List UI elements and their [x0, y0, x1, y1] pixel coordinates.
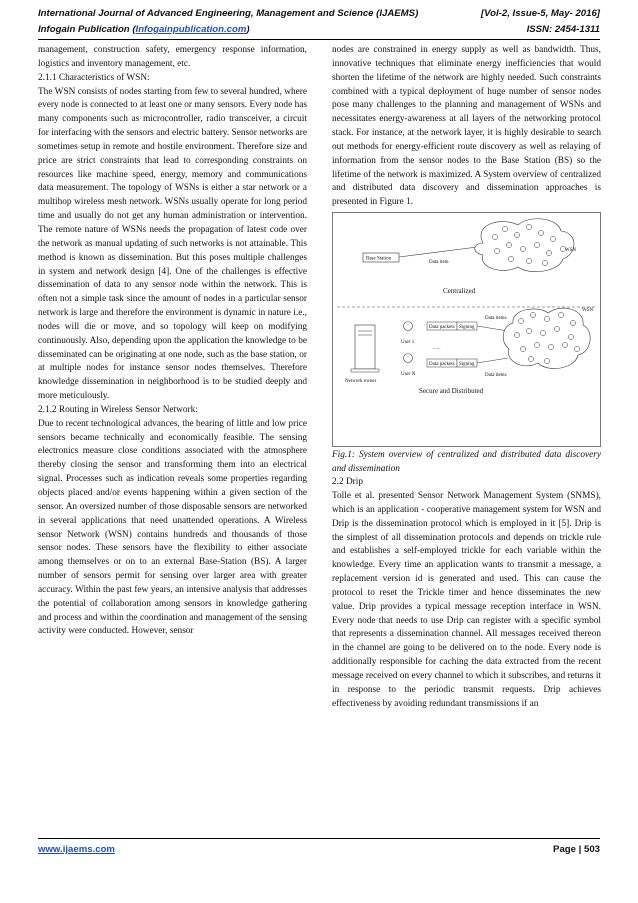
ellipsis-label: ...... [433, 346, 441, 352]
sensor-node [502, 227, 507, 232]
sensor-node [494, 249, 499, 254]
footer-rule [38, 838, 600, 839]
body-paragraph: Due to recent technological advances, the bearing of little and low price sensors became technically and economically feasible. The sensing electronics measure close conditions associated with the atmosphere thereby closing the sensor and transforming them into an electrical signal. Processes such as indication reveals some properties regarding objects placed and/or events happening within a given section of the sensor. An oversized number of those disposable sensors are networked in several applications that need unattended operations. A Wireless sensor Network (WSN) contains hundreds and thousands of those sensor nodes. These sensors have the flexibility to either associate among themselves or on to an external Base-Station (BS). A larger number of sensors permit for sensing over larger area with greater accuracy. Within the past few years, an intensive analysis that addresses the potential of collaboration among sensors in knowledge gathering and process and within the coordination and management of the sensing activity were conducted. However, sensor [38, 418, 307, 637]
publisher: Infogain Publication (Infogainpublication.com) [38, 24, 250, 35]
sensor-node [520, 347, 525, 352]
sensor-node [520, 247, 525, 252]
sensor-node [514, 233, 519, 238]
signing-label-2: Signing [459, 362, 475, 368]
section-heading: 2.2 Drip [332, 477, 363, 488]
sensor-node [506, 243, 511, 248]
centralized-label: Centralized [443, 287, 476, 296]
sensor-node [570, 321, 575, 326]
section-heading: 2.1.1 Characteristics of WSN: [38, 72, 150, 83]
sensor-node [544, 317, 549, 322]
wsn-label-bottom: WSN [582, 308, 594, 314]
sensor-node [568, 335, 573, 340]
sensor-node [542, 261, 547, 266]
sensor-node [528, 357, 533, 362]
user-1-icon [404, 322, 413, 331]
sensor-node [534, 343, 539, 348]
page-number: Page | 503 [553, 844, 600, 855]
wsn-label-top: WSN [565, 248, 577, 254]
figure-diagram [333, 213, 600, 444]
data-items-label-1: Data items [485, 316, 507, 322]
sensor-node [562, 343, 567, 348]
sensor-node [546, 251, 551, 256]
data-packets-label-2: Data packets [429, 362, 455, 368]
user-n-icon [404, 354, 413, 363]
network-owner-label: Network owner [345, 379, 377, 385]
volume-info: [Vol-2, Issue-5, May- 2016] [480, 8, 600, 19]
right-column-paragraph: nodes are constrained in energy supply as well as bandwidth. Thus, innovative techniques that eliminate energy inefficiencies that would shorten the lifetime of the network are highly needed. Such constraints combined with a typical deployment of huge number of sensor nodes pose many challenges to the planning and management of WSNs and necessitates energy-awareness at all layers of the networking protocol stack. For instance, at the network layer, it is highly desirable to search out methods for energy-efficient route discovery as well as relaying of information from the sensor nodes to the Base Station (BS) so the lifetime of the network is maximized. A System overview of centralized and distributed data discovery and dissemination approaches is presented in Figure 1. [332, 45, 601, 208]
sensor-node [548, 345, 553, 350]
sensor-node [558, 313, 563, 318]
server-icon [355, 325, 375, 369]
sensor-node [540, 331, 545, 336]
sensor-node [492, 235, 497, 240]
data-packets-label-1: Data packets [429, 325, 455, 331]
data-items-label-2: Data items [485, 373, 507, 379]
sensor-node [550, 237, 555, 242]
right-column [332, 44, 601, 711]
sensor-node [574, 347, 579, 352]
right-column-body [332, 476, 601, 711]
signing-label-1: Signing [459, 325, 475, 331]
user-n-label: User N [401, 372, 416, 378]
publisher-link[interactable]: Infogainpublication.com [135, 24, 247, 35]
figure-caption: Fig.1: System overview of centralized and distributed data discovery and dissemination [332, 450, 601, 474]
sensor-node [526, 225, 531, 230]
sensor-node [554, 327, 559, 332]
sensor-node [526, 329, 531, 334]
figure-1 [332, 212, 601, 447]
sensor-node [530, 313, 535, 318]
base-station-label: Base Station [366, 256, 392, 262]
header-rule [38, 39, 600, 40]
sensor-node [526, 259, 531, 264]
sensor-node [538, 231, 543, 236]
body-paragraph: The WSN consists of nodes starting from few to several hundred, where every node is connected to at least one or many sensors. Every node has many components such as microcontroller, radio transceiver, a circuit for interfacing with the sensors and electric battery. Sensor networks are sometimes setup in remote and hostile environment. Therefore size and price are strict constraints that lead to corresponding constraints on resources like machine speed, energy, memory and communications data measurement. The topology of WSNs is either a star network or a multihop wireless mesh network. WSNs usually operate for long period time and usually do not get any human administration or intervention. The remote nature of WSNs needs the propagation of latest code over the network as manual updating of such networks is not attainable. This method is known as dissemination. But this poses multiple challenges in system and network design [4]. One of the challenges is effective dissemination of data to any sensor node within the network. This is often not a simple task since the amount of nodes in a particular sensor network is large and therefore the environment is dynamic in nature i.e., nodes will die or move, and so topology will keep on modifying continuously. Also, depending upon the application the knowledge to be disseminated can be originating at one node, such as the base station, or at multiple nodes for instance sensor nodes themselves. Therefore knowledge dissemination in neighborhood is to be studied deeply and more meticulously. [38, 86, 307, 402]
body-paragraph: management, construction safety, emergency response information, logistics and inventory management, etc. [38, 45, 307, 69]
left-column [38, 44, 307, 639]
secure-distributed-label: Secure and Distributed [419, 387, 484, 396]
publisher-line [38, 24, 600, 35]
section-heading: 2.1.2 Routing in Wireless Sensor Network: [38, 404, 198, 415]
running-header [38, 8, 600, 19]
data-item-label: Data item [429, 260, 449, 266]
sensor-node [518, 319, 523, 324]
sensor-node [544, 359, 549, 364]
footer-url[interactable]: www.ijaems.com [38, 844, 115, 855]
body-paragraph: Tolle et al. presented Sensor Network Management System (SNMS), which is an application - cooperative management system for WSN and Drip is the dissemination protocol which is employed in it [5]. Drip is the simplest of all dissemination protocols and depends on trickle rule and establishes a self-employed trickle for each variable within the knowledge. Every time an application wants to transmit a message, a replacement version id is generated and used. This can cause the protocol to reset the Trickle timer and hence disseminates the new value. Drip provides a typical message reception interface in WSN. Every node that needs to use Drip can register with a specific symbol that represents a dissemination channel. All messages received thereon in the channel are going to be delivered on to the node. Every node is additionally responsible for caching the data extracted from the recent message received on every channel to which it subscribes, and returns it in response to the periodic transmit requests. Drip achieves effectiveness by avoiding redundant transmissions if an [332, 490, 601, 709]
sensor-node [534, 243, 539, 248]
issn: ISSN: 2454-1311 [526, 24, 600, 35]
sensor-node [514, 333, 519, 338]
wsn-cloud-top [475, 219, 574, 272]
journal-title: International Journal of Advanced Engineering, Management and Science (IJAEMS) [38, 8, 419, 19]
sensor-node [508, 257, 513, 262]
user-1-label: User 1 [401, 340, 415, 346]
